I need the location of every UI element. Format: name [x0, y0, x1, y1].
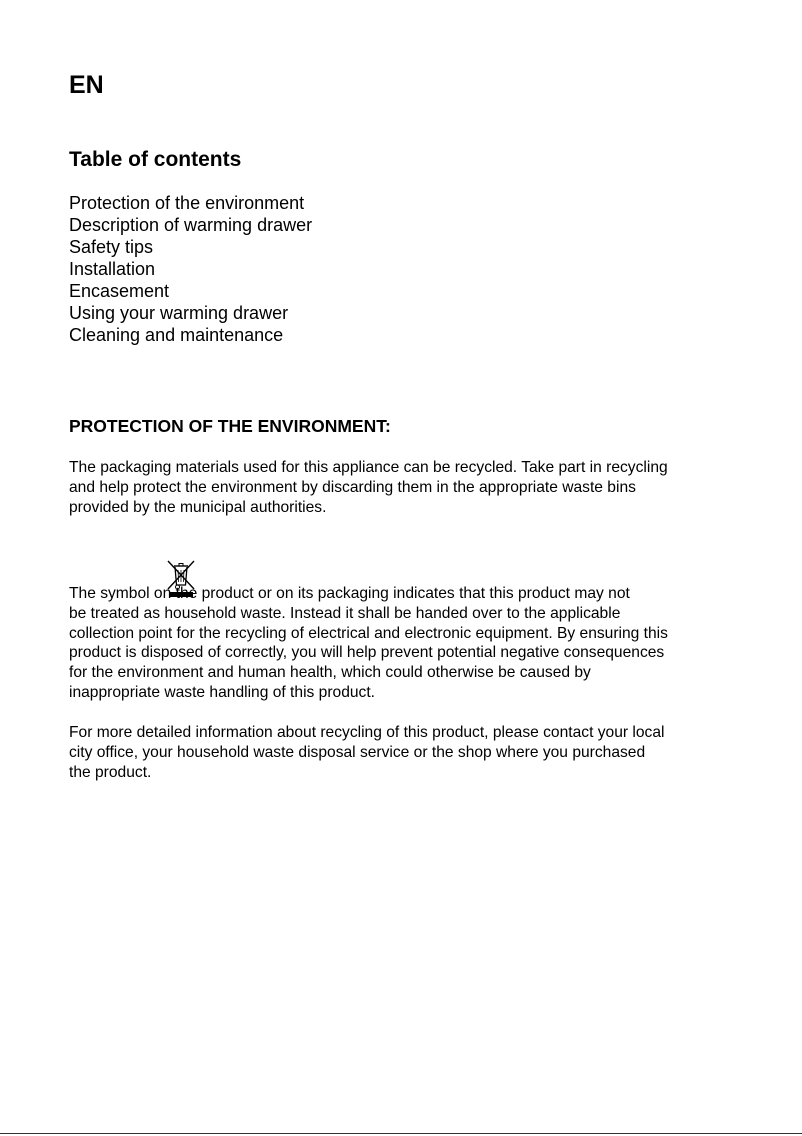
- paragraph-line: be treated as household waste. Instead it shall be handed over to the applicable: [69, 604, 621, 622]
- paragraph-line: for the environment and human health, which could otherwise be caused by: [69, 664, 591, 682]
- paragraph-line: inappropriate waste handling of this product.: [69, 683, 376, 701]
- packaging-paragraph: [69, 458, 739, 517]
- environment-heading: PROTECTION OF THE ENVIRONMENT:: [69, 416, 391, 436]
- more-info-paragraph: [69, 723, 739, 782]
- toc-item-safety: Safety tips: [69, 237, 154, 257]
- paragraph-line: and help protect the environment by discarding them in the appropriate waste bins: [69, 478, 636, 496]
- bottom-rule: [0, 1133, 802, 1134]
- toc-item-using: Using your warming drawer: [69, 303, 289, 323]
- weee-paragraph: [69, 584, 739, 703]
- toc-item-description: Description of warming drawer: [69, 215, 313, 235]
- language-code: EN: [69, 71, 104, 99]
- toc-title: Table of contents: [69, 148, 242, 171]
- toc-item-encasement: Encasement: [69, 281, 170, 301]
- toc-item-installation: Installation: [69, 259, 156, 279]
- paragraph-line: the product.: [69, 763, 152, 781]
- paragraph-line: For more detailed information about recycling of this product, please contact your local: [69, 724, 665, 741]
- paragraph-line: The symbol on the product or on its packaging indicates that this product may not: [69, 585, 630, 602]
- paragraph-line: city office, your household waste disposal service or the shop where you purchased: [69, 743, 646, 761]
- toc-item-cleaning: Cleaning and maintenance: [69, 325, 284, 345]
- paragraph-line: The packaging materials used for this appliance can be recycled. Take part in recycling: [69, 459, 668, 476]
- paragraph-line: collection point for the recycling of electrical and electronic equipment. By ensuring this: [69, 624, 668, 642]
- toc-list: [69, 192, 312, 346]
- paragraph-line: provided by the municipal authorities.: [69, 498, 327, 516]
- paragraph-line: product is disposed of correctly, you will help prevent potential negative consequences: [69, 644, 665, 662]
- toc-item-protection: Protection of the environment: [69, 193, 305, 213]
